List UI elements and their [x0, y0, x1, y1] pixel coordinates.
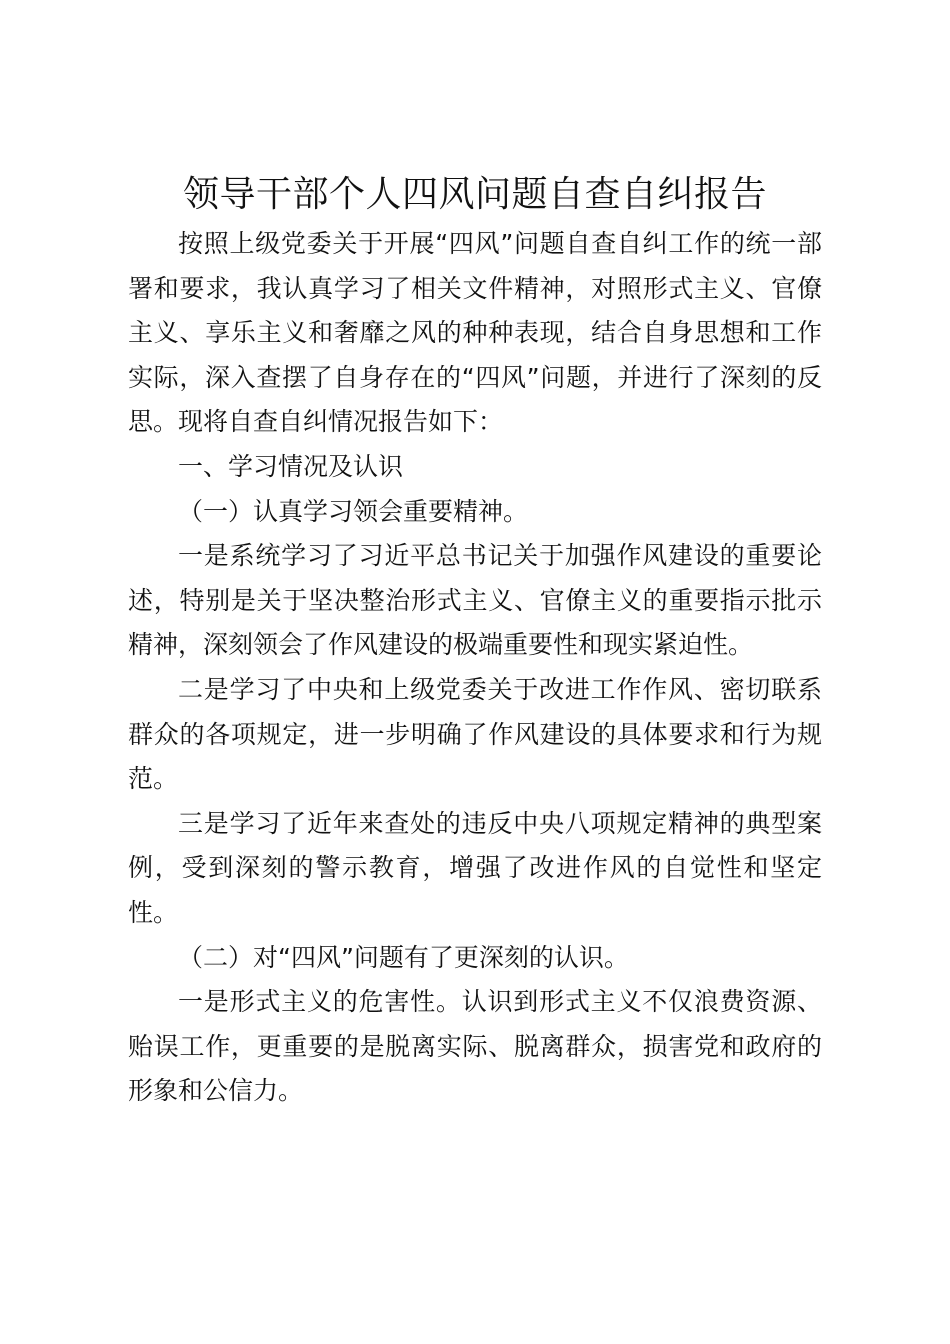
- paragraph-point-1: 一是系统学习了习近平总书记关于加强作风建设的重要论述，特别是关于坚决整治形式主义、官僚主义的重要指示批示精神，深刻领会了作风建设的极端重要性和现实紧迫性。: [128, 541, 822, 660]
- paragraph-formalism: 一是形式主义的危害性。认识到形式主义不仅浪费资源、贻误工作，更重要的是脱离实际、脱离群众，损害党和政府的形象和公信力。: [128, 987, 822, 1106]
- document-page: [128, 168, 822, 1114]
- intro-paragraph: 按照上级党委关于开展“四风”问题自查自纠工作的统一部署和要求，我认真学习了相关文件精神，对照形式主义、官僚主义、享乐主义和奢靡之风的种种表现，结合自身思想和工作实际，深入查摆了自身存在的“四风”问题，并进行了深刻的反思。现将自查自纠情况报告如下：: [128, 229, 822, 437]
- document-title: 领导干部个人四风问题自查自纠报告: [182, 174, 767, 215]
- subsection-heading-1: （一）认真学习领会重要精神。: [178, 496, 529, 526]
- paragraph-point-3: 三是学习了近年来查处的违反中央八项规定精神的典型案例，受到深刻的警示教育，增强了改进作风的自觉性和坚定性。: [128, 808, 822, 927]
- paragraph-point-2: 二是学习了中央和上级党委关于改进工作作风、密切联系群众的各项规定，进一步明确了作风建设的具体要求和行为规范。: [128, 674, 822, 794]
- subsection-heading-2: （二）对“四风”问题有了更深刻的认识。: [178, 942, 629, 972]
- section-heading-1: 一、学习情况及认识: [178, 451, 404, 481]
